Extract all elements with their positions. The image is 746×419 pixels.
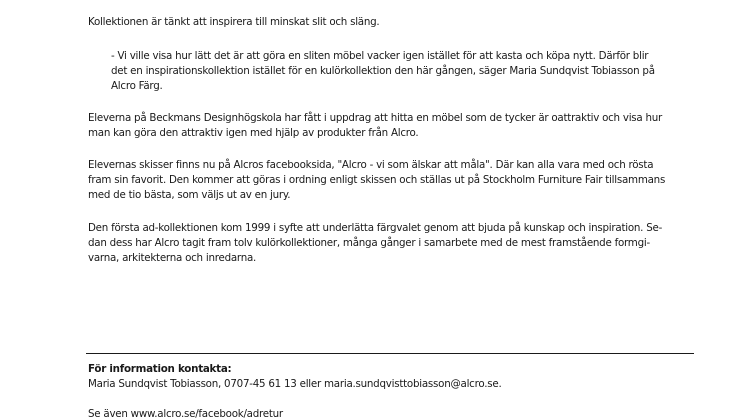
quote-line: - Vi ville visa hur lätt det är att göra en sliten möbel vacker igen istället för att kasta och köpa nytt. Därför blir — [111, 50, 649, 62]
students-line: man kan göra den attraktiv igen med hjälp av produkter från Alcro. — [88, 127, 419, 139]
contact-details: Maria Sundqvist Tobiasson, 0707-45 61 13 eller maria.sundqvisttobiasson@alcro.se. — [88, 378, 502, 390]
contact-block — [88, 362, 700, 392]
footer-divider — [86, 353, 694, 354]
quote-line: det en inspirationskollektion istället för en kulörkollektion den här gången, säger Maria Sundqvist Tobiasson på — [111, 65, 655, 77]
history-line: dan dess har Alcro tagit fram tolv kulörkollektioner, många gånger i samarbete med de mest framstående formgi- — [88, 237, 650, 249]
students-line: Eleverna på Beckmans Designhögskola har fått i uppdrag att hitta en möbel som de tycker är oattraktiv och visa hur — [88, 112, 663, 124]
students-paragraph — [88, 111, 700, 141]
sketches-paragraph — [88, 158, 700, 203]
sketches-line: fram sin favorit. Den kommer att göras i ordning enligt skissen och ställas ut på Stockholm Furniture Fair tillsammans — [88, 174, 666, 186]
sketches-line: Elevernas skisser finns nu på Alcros facebooksida, "Alcro - vi som älskar att måla". Där kan alla vara med och rösta — [88, 159, 654, 171]
quote-paragraph — [111, 49, 701, 94]
intro-line: Kollektionen är tänkt att inspirera till minskat slit och släng. — [88, 16, 380, 28]
intro-paragraph — [88, 15, 700, 30]
history-line: Den första ad-kollektionen kom 1999 i syfte att underlätta färgvalet genom att bjuda på kunskap och inspiration. Se- — [88, 222, 663, 234]
sketches-line: med de tio bästa, som väljs ut av en jury. — [88, 189, 291, 201]
quote-line: Alcro Färg. — [111, 80, 163, 92]
see-also-block — [88, 407, 700, 419]
see-also-link[interactable]: Se även www.alcro.se/facebook/adretur — [88, 408, 283, 419]
history-line: varna, arkitekterna och inredarna. — [88, 252, 257, 264]
contact-heading: För information kontakta: — [88, 363, 232, 375]
history-paragraph — [88, 221, 700, 266]
